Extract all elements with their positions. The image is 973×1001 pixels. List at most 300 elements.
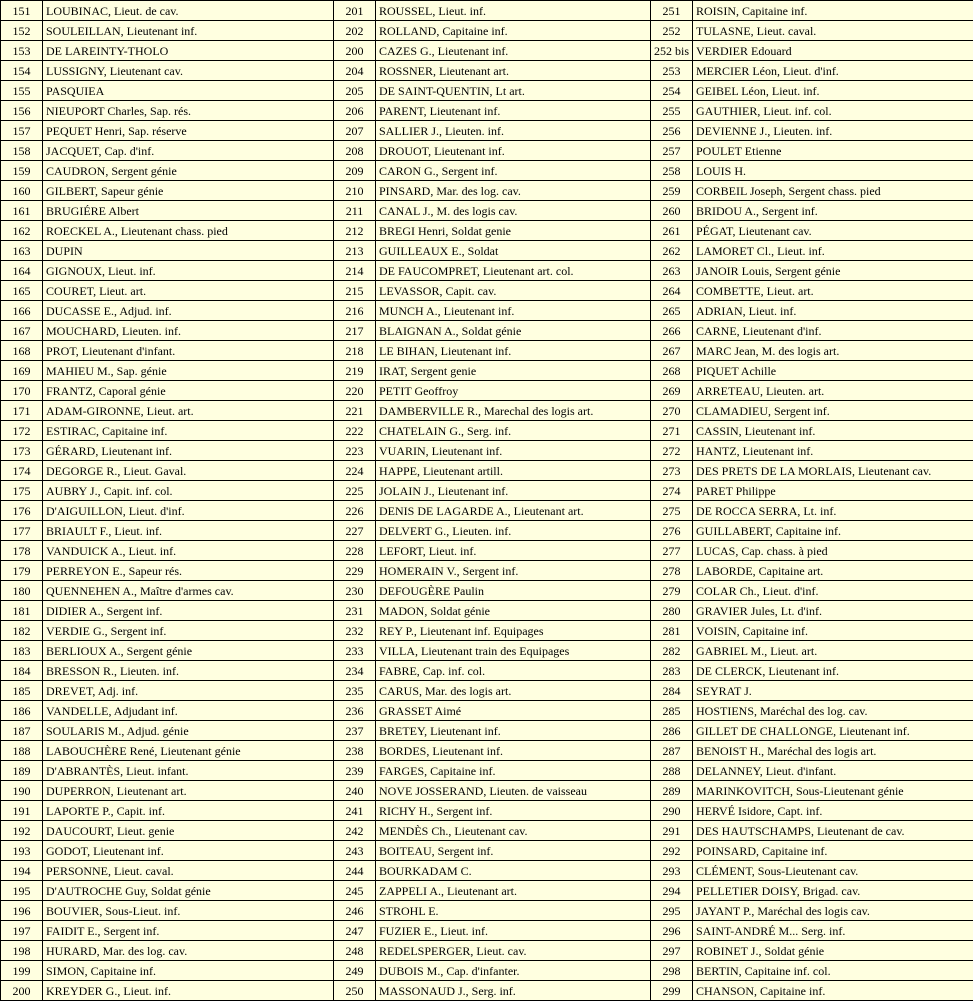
entry-number: 269 bbox=[651, 381, 693, 401]
entry-name: CHATELAIN G., Serg. inf. bbox=[376, 421, 651, 441]
entry-number: 160 bbox=[1, 181, 43, 201]
entry-number: 188 bbox=[1, 741, 43, 761]
entry-name: PÉGAT, Lieutenant cav. bbox=[693, 221, 973, 241]
entry-number: 267 bbox=[651, 341, 693, 361]
entry-number: 167 bbox=[1, 321, 43, 341]
entry-name: PARET Philippe bbox=[693, 481, 973, 501]
entry-number: 157 bbox=[1, 121, 43, 141]
entry-number: 264 bbox=[651, 281, 693, 301]
table-row bbox=[1, 321, 973, 341]
entry-number: 169 bbox=[1, 361, 43, 381]
entry-name: PETIT Geoffroy bbox=[376, 381, 651, 401]
entry-name: VANDELLE, Adjudant inf. bbox=[43, 701, 334, 721]
entry-number: 210 bbox=[334, 181, 376, 201]
entry-name: GILLET DE CHALLONGE, Lieutenant inf. bbox=[693, 721, 973, 741]
entry-name: DE ROCCA SERRA, Lt. inf. bbox=[693, 501, 973, 521]
table-row bbox=[1, 861, 973, 881]
entry-number: 278 bbox=[651, 561, 693, 581]
table-row bbox=[1, 281, 973, 301]
entry-name: VUARIN, Lieutenant inf. bbox=[376, 441, 651, 461]
entry-name: CARON G., Sergent inf. bbox=[376, 161, 651, 181]
entry-number: 154 bbox=[1, 61, 43, 81]
entry-number: 284 bbox=[651, 681, 693, 701]
entry-number: 191 bbox=[1, 801, 43, 821]
entry-number: 260 bbox=[651, 201, 693, 221]
table-row bbox=[1, 581, 973, 601]
table-row bbox=[1, 201, 973, 221]
entry-name: FAIDIT E., Sergent inf. bbox=[43, 921, 334, 941]
entry-number: 216 bbox=[334, 301, 376, 321]
entry-number: 222 bbox=[334, 421, 376, 441]
entry-name: MAHIEU M., Sap. génie bbox=[43, 361, 334, 381]
table-row bbox=[1, 181, 973, 201]
entry-name: CARUS, Mar. des logis art. bbox=[376, 681, 651, 701]
entry-name: COURET, Lieut. art. bbox=[43, 281, 334, 301]
table-row bbox=[1, 761, 973, 781]
entry-name: LE BIHAN, Lieutenant inf. bbox=[376, 341, 651, 361]
table-row bbox=[1, 381, 973, 401]
entry-number: 163 bbox=[1, 241, 43, 261]
entry-number: 165 bbox=[1, 281, 43, 301]
entry-number: 224 bbox=[334, 461, 376, 481]
entry-number: 228 bbox=[334, 541, 376, 561]
entry-name: GILBERT, Sapeur génie bbox=[43, 181, 334, 201]
entry-name: COLAR Ch., Lieut. d'inf. bbox=[693, 581, 973, 601]
entry-name: DELVERT G., Lieuten. inf. bbox=[376, 521, 651, 541]
entry-number: 282 bbox=[651, 641, 693, 661]
entry-number: 181 bbox=[1, 601, 43, 621]
table-row bbox=[1, 521, 973, 541]
entry-name: GUILLABERT, Capitaine inf. bbox=[693, 521, 973, 541]
entry-name: D'ABRANTÈS, Lieut. infant. bbox=[43, 761, 334, 781]
entry-name: DE SAINT-QUENTIN, Lt art. bbox=[376, 81, 651, 101]
entry-number: 257 bbox=[651, 141, 693, 161]
entry-number: 235 bbox=[334, 681, 376, 701]
entry-name: HERVÉ Isidore, Capt. inf. bbox=[693, 801, 973, 821]
entry-number: 273 bbox=[651, 461, 693, 481]
entry-number: 202 bbox=[334, 21, 376, 41]
entry-number: 281 bbox=[651, 621, 693, 641]
entry-number: 187 bbox=[1, 721, 43, 741]
table-row bbox=[1, 61, 973, 81]
entry-number: 212 bbox=[334, 221, 376, 241]
entry-name: MOUCHARD, Lieuten. inf. bbox=[43, 321, 334, 341]
entry-name: LEFORT, Lieut. inf. bbox=[376, 541, 651, 561]
entry-name: GÉRARD, Lieutenant inf. bbox=[43, 441, 334, 461]
entry-name: PERREYON E., Sapeur rés. bbox=[43, 561, 334, 581]
entry-number: 162 bbox=[1, 221, 43, 241]
entry-name: BORDES, Lieutenant inf. bbox=[376, 741, 651, 761]
entry-name: SOULARIS M., Adjud. génie bbox=[43, 721, 334, 741]
entry-number: 182 bbox=[1, 621, 43, 641]
entry-number: 274 bbox=[651, 481, 693, 501]
entry-number: 152 bbox=[1, 21, 43, 41]
table-row bbox=[1, 21, 973, 41]
entry-name: VERDIE G., Sergent inf. bbox=[43, 621, 334, 641]
entry-number: 221 bbox=[334, 401, 376, 421]
entry-number: 254 bbox=[651, 81, 693, 101]
entry-name: ADAM-GIRONNE, Lieut. art. bbox=[43, 401, 334, 421]
entry-name: FUZIER E., Lieut. inf. bbox=[376, 921, 651, 941]
table-row bbox=[1, 601, 973, 621]
entry-number: 287 bbox=[651, 741, 693, 761]
entry-name: CAZES G., Lieutenant inf. bbox=[376, 41, 651, 61]
table-row bbox=[1, 981, 973, 1001]
table-row bbox=[1, 461, 973, 481]
entry-name: DUBOIS M., Cap. d'infanter. bbox=[376, 961, 651, 981]
entry-name: MERCIER Léon, Lieut. d'inf. bbox=[693, 61, 973, 81]
entry-name: CLAMADIEU, Sergent inf. bbox=[693, 401, 973, 421]
entry-name: BERLIOUX A., Sergent génie bbox=[43, 641, 334, 661]
entry-number: 261 bbox=[651, 221, 693, 241]
entry-number: 213 bbox=[334, 241, 376, 261]
entry-number: 197 bbox=[1, 921, 43, 941]
entry-name: CORBEIL Joseph, Sergent chass. pied bbox=[693, 181, 973, 201]
entry-name: ROISIN, Capitaine inf. bbox=[693, 1, 973, 21]
entry-name: HANTZ, Lieutenant inf. bbox=[693, 441, 973, 461]
entry-name: VILLA, Lieutenant train des Equipages bbox=[376, 641, 651, 661]
entry-name: BOURKADAM C. bbox=[376, 861, 651, 881]
entry-number: 290 bbox=[651, 801, 693, 821]
entry-number: 161 bbox=[1, 201, 43, 221]
entry-number: 268 bbox=[651, 361, 693, 381]
entry-number: 214 bbox=[334, 261, 376, 281]
table-row bbox=[1, 481, 973, 501]
table-row bbox=[1, 141, 973, 161]
entry-number: 164 bbox=[1, 261, 43, 281]
entry-name: ROSSNER, Lieutenant art. bbox=[376, 61, 651, 81]
entry-name: DES HAUTSCHAMPS, Lieutenant de cav. bbox=[693, 821, 973, 841]
table-row bbox=[1, 501, 973, 521]
entry-name: HOSTIENS, Maréchal des log. cav. bbox=[693, 701, 973, 721]
entry-name: LOUIS H. bbox=[693, 161, 973, 181]
entry-number: 246 bbox=[334, 901, 376, 921]
entry-number: 249 bbox=[334, 961, 376, 981]
entry-number: 192 bbox=[1, 821, 43, 841]
entry-number: 237 bbox=[334, 721, 376, 741]
entry-name: PROT, Lieutenant d'infant. bbox=[43, 341, 334, 361]
entry-name: DIDIER A., Sergent inf. bbox=[43, 601, 334, 621]
entry-number: 236 bbox=[334, 701, 376, 721]
entry-name: GODOT, Lieutenant inf. bbox=[43, 841, 334, 861]
entry-number: 275 bbox=[651, 501, 693, 521]
table-row bbox=[1, 661, 973, 681]
entry-name: BRIDOU A., Sergent inf. bbox=[693, 201, 973, 221]
entry-number: 234 bbox=[334, 661, 376, 681]
entry-number: 293 bbox=[651, 861, 693, 881]
entry-number: 263 bbox=[651, 261, 693, 281]
entry-number: 231 bbox=[334, 601, 376, 621]
entry-name: LABOUCHÈRE René, Lieutenant génie bbox=[43, 741, 334, 761]
entry-name: RICHY H., Sergent inf. bbox=[376, 801, 651, 821]
entry-number: 295 bbox=[651, 901, 693, 921]
table-row bbox=[1, 401, 973, 421]
entry-name: PARENT, Lieutenant inf. bbox=[376, 101, 651, 121]
entry-number: 206 bbox=[334, 101, 376, 121]
table-row bbox=[1, 621, 973, 641]
entry-name: GEIBEL Léon, Lieut. inf. bbox=[693, 81, 973, 101]
entry-name: DAMBERVILLE R., Marechal des logis art. bbox=[376, 401, 651, 421]
entry-name: BOUVIER, Sous-Lieut. inf. bbox=[43, 901, 334, 921]
entry-name: BOITEAU, Sergent inf. bbox=[376, 841, 651, 861]
entry-name: LABORDE, Capitaine art. bbox=[693, 561, 973, 581]
entry-number: 294 bbox=[651, 881, 693, 901]
entry-number: 252 bis bbox=[651, 41, 693, 61]
entry-name: PINSARD, Mar. des log. cav. bbox=[376, 181, 651, 201]
entry-number: 271 bbox=[651, 421, 693, 441]
entry-name: VANDUICK A., Lieut. inf. bbox=[43, 541, 334, 561]
entry-number: 239 bbox=[334, 761, 376, 781]
entry-number: 194 bbox=[1, 861, 43, 881]
entry-number: 230 bbox=[334, 581, 376, 601]
entry-number: 265 bbox=[651, 301, 693, 321]
entry-number: 156 bbox=[1, 101, 43, 121]
entry-name: SIMON, Capitaine inf. bbox=[43, 961, 334, 981]
entry-number: 184 bbox=[1, 661, 43, 681]
entry-number: 196 bbox=[1, 901, 43, 921]
entry-name: DUCASSE E., Adjud. inf. bbox=[43, 301, 334, 321]
entry-name: DEFOUGÈRE Paulin bbox=[376, 581, 651, 601]
entry-name: D'AUTROCHE Guy, Soldat génie bbox=[43, 881, 334, 901]
entry-name: ZAPPELI A., Lieutenant art. bbox=[376, 881, 651, 901]
entry-number: 270 bbox=[651, 401, 693, 421]
entry-name: ROBINET J., Soldat génie bbox=[693, 941, 973, 961]
entry-number: 272 bbox=[651, 441, 693, 461]
table-row bbox=[1, 561, 973, 581]
table-row bbox=[1, 961, 973, 981]
entry-name: JANOIR Louis, Sergent génie bbox=[693, 261, 973, 281]
entry-name: BREGI Henri, Soldat genie bbox=[376, 221, 651, 241]
entry-number: 190 bbox=[1, 781, 43, 801]
entry-name: LAMORET Cl., Lieut. inf. bbox=[693, 241, 973, 261]
entry-number: 171 bbox=[1, 401, 43, 421]
entry-number: 276 bbox=[651, 521, 693, 541]
entry-name: LOUBINAC, Lieut. de cav. bbox=[43, 1, 334, 21]
entry-name: D'AIGUILLON, Lieut. d'inf. bbox=[43, 501, 334, 521]
entry-name: DE CLERCK, Lieutenant inf. bbox=[693, 661, 973, 681]
table-row bbox=[1, 241, 973, 261]
entry-number: 193 bbox=[1, 841, 43, 861]
entry-name: DROUOT, Lieutenant inf. bbox=[376, 141, 651, 161]
entry-name: ARRETEAU, Lieuten. art. bbox=[693, 381, 973, 401]
table-row bbox=[1, 941, 973, 961]
entry-name: COMBETTE, Lieut. art. bbox=[693, 281, 973, 301]
table-row bbox=[1, 161, 973, 181]
entry-name: LUSSIGNY, Lieutenant cav. bbox=[43, 61, 334, 81]
entry-name: JAYANT P., Maréchal des logis cav. bbox=[693, 901, 973, 921]
table-row bbox=[1, 901, 973, 921]
entry-number: 153 bbox=[1, 41, 43, 61]
entry-name: SALLIER J., Lieuten. inf. bbox=[376, 121, 651, 141]
entry-number: 179 bbox=[1, 561, 43, 581]
entry-name: QUENNEHEN A., Maître d'armes cav. bbox=[43, 581, 334, 601]
entry-number: 205 bbox=[334, 81, 376, 101]
entry-number: 255 bbox=[651, 101, 693, 121]
table-row bbox=[1, 41, 973, 61]
entry-name: TULASNE, Lieut. caval. bbox=[693, 21, 973, 41]
entry-name: FRANTZ, Caporal génie bbox=[43, 381, 334, 401]
table-row bbox=[1, 441, 973, 461]
entry-name: BLAIGNAN A., Soldat génie bbox=[376, 321, 651, 341]
entry-number: 252 bbox=[651, 21, 693, 41]
entry-number: 223 bbox=[334, 441, 376, 461]
entry-name: DES PRETS DE LA MORLAIS, Lieutenant cav. bbox=[693, 461, 973, 481]
table-row bbox=[1, 641, 973, 661]
entry-number: 195 bbox=[1, 881, 43, 901]
entry-name: PIQUET Achille bbox=[693, 361, 973, 381]
table-row bbox=[1, 361, 973, 381]
entry-name: JACQUET, Cap. d'inf. bbox=[43, 141, 334, 161]
entry-name: SAINT-ANDRÉ M... Serg. inf. bbox=[693, 921, 973, 941]
entry-name: GRASSET Aimé bbox=[376, 701, 651, 721]
entry-name: REY P., Lieutenant inf. Equipages bbox=[376, 621, 651, 641]
entry-number: 170 bbox=[1, 381, 43, 401]
entry-name: DELANNEY, Lieut. d'infant. bbox=[693, 761, 973, 781]
table-row bbox=[1, 221, 973, 241]
entry-number: 159 bbox=[1, 161, 43, 181]
entry-number: 253 bbox=[651, 61, 693, 81]
entry-number: 244 bbox=[334, 861, 376, 881]
entry-name: LUCAS, Cap. chass. à pied bbox=[693, 541, 973, 561]
entry-name: PEQUET Henri, Sap. réserve bbox=[43, 121, 334, 141]
entry-number: 201 bbox=[334, 1, 376, 21]
entry-name: POINSARD, Capitaine inf. bbox=[693, 841, 973, 861]
entry-number: 258 bbox=[651, 161, 693, 181]
entry-number: 250 bbox=[334, 981, 376, 1001]
entry-name: STROHL E. bbox=[376, 901, 651, 921]
entry-number: 226 bbox=[334, 501, 376, 521]
table-row bbox=[1, 921, 973, 941]
table-row bbox=[1, 801, 973, 821]
entry-name: CASSIN, Lieutenant inf. bbox=[693, 421, 973, 441]
entry-number: 233 bbox=[334, 641, 376, 661]
entry-name: VERDIER Edouard bbox=[693, 41, 973, 61]
roster-body bbox=[1, 1, 973, 1001]
table-row bbox=[1, 881, 973, 901]
table-row bbox=[1, 121, 973, 141]
entry-number: 241 bbox=[334, 801, 376, 821]
entry-number: 180 bbox=[1, 581, 43, 601]
entry-name: BRESSON R., Lieuten. inf. bbox=[43, 661, 334, 681]
entry-name: DUPERRON, Lieutenant art. bbox=[43, 781, 334, 801]
table-row bbox=[1, 721, 973, 741]
entry-name: DUPIN bbox=[43, 241, 334, 261]
entry-number: 296 bbox=[651, 921, 693, 941]
entry-name: DENIS DE LAGARDE A., Lieutenant art. bbox=[376, 501, 651, 521]
entry-name: ADRIAN, Lieut. inf. bbox=[693, 301, 973, 321]
entry-number: 291 bbox=[651, 821, 693, 841]
table-row bbox=[1, 821, 973, 841]
entry-name: LAPORTE P., Capit. inf. bbox=[43, 801, 334, 821]
table-row bbox=[1, 741, 973, 761]
table-row bbox=[1, 261, 973, 281]
entry-number: 240 bbox=[334, 781, 376, 801]
entry-number: 242 bbox=[334, 821, 376, 841]
entry-name: PELLETIER DOISY, Brigad. cav. bbox=[693, 881, 973, 901]
entry-number: 211 bbox=[334, 201, 376, 221]
entry-number: 285 bbox=[651, 701, 693, 721]
table-row bbox=[1, 1, 973, 21]
entry-name: HURARD, Mar. des log. cav. bbox=[43, 941, 334, 961]
entry-name: GUILLEAUX E., Soldat bbox=[376, 241, 651, 261]
entry-number: 262 bbox=[651, 241, 693, 261]
entry-name: CAUDRON, Sergent génie bbox=[43, 161, 334, 181]
entry-number: 189 bbox=[1, 761, 43, 781]
entry-number: 288 bbox=[651, 761, 693, 781]
entry-name: ROLLAND, Capitaine inf. bbox=[376, 21, 651, 41]
entry-name: PASQUIEA bbox=[43, 81, 334, 101]
entry-name: FABRE, Cap. inf. col. bbox=[376, 661, 651, 681]
entry-number: 217 bbox=[334, 321, 376, 341]
entry-number: 298 bbox=[651, 961, 693, 981]
entry-name: MARINKOVITCH, Sous-Lieutenant génie bbox=[693, 781, 973, 801]
entry-number: 256 bbox=[651, 121, 693, 141]
entry-number: 227 bbox=[334, 521, 376, 541]
entry-number: 172 bbox=[1, 421, 43, 441]
table-row bbox=[1, 541, 973, 561]
entry-number: 279 bbox=[651, 581, 693, 601]
entry-name: MENDÈS Ch., Lieutenant cav. bbox=[376, 821, 651, 841]
entry-name: PERSONNE, Lieut. caval. bbox=[43, 861, 334, 881]
entry-name: BRETEY, Lieutenant inf. bbox=[376, 721, 651, 741]
entry-name: BRIAULT F., Lieut. inf. bbox=[43, 521, 334, 541]
table-row bbox=[1, 781, 973, 801]
entry-name: BENOIST H., Maréchal des logis art. bbox=[693, 741, 973, 761]
entry-name: MUNCH A., Lieutenant inf. bbox=[376, 301, 651, 321]
entry-number: 248 bbox=[334, 941, 376, 961]
entry-number: 243 bbox=[334, 841, 376, 861]
table-row bbox=[1, 681, 973, 701]
entry-name: LEVASSOR, Capit. cav. bbox=[376, 281, 651, 301]
entry-number: 259 bbox=[651, 181, 693, 201]
entry-name: VOISIN, Capitaine inf. bbox=[693, 621, 973, 641]
entry-name: REDELSPERGER, Lieut. cav. bbox=[376, 941, 651, 961]
entry-number: 199 bbox=[1, 961, 43, 981]
entry-name: DE LAREINTY-THOLO bbox=[43, 41, 334, 61]
entry-name: ESTIRAC, Capitaine inf. bbox=[43, 421, 334, 441]
entry-number: 183 bbox=[1, 641, 43, 661]
entry-number: 238 bbox=[334, 741, 376, 761]
entry-name: NOVE JOSSERAND, Lieuten. de vaisseau bbox=[376, 781, 651, 801]
entry-name: BERTIN, Capitaine inf. col. bbox=[693, 961, 973, 981]
entry-name: IRAT, Sergent genie bbox=[376, 361, 651, 381]
entry-number: 220 bbox=[334, 381, 376, 401]
entry-name: GAUTHIER, Lieut. inf. col. bbox=[693, 101, 973, 121]
entry-number: 209 bbox=[334, 161, 376, 181]
table-row bbox=[1, 841, 973, 861]
entry-number: 266 bbox=[651, 321, 693, 341]
entry-number: 200 bbox=[334, 41, 376, 61]
entry-number: 292 bbox=[651, 841, 693, 861]
entry-number: 207 bbox=[334, 121, 376, 141]
entry-number: 297 bbox=[651, 941, 693, 961]
entry-name: ROUSSEL, Lieut. inf. bbox=[376, 1, 651, 21]
entry-number: 185 bbox=[1, 681, 43, 701]
entry-number: 286 bbox=[651, 721, 693, 741]
table-row bbox=[1, 301, 973, 321]
entry-number: 155 bbox=[1, 81, 43, 101]
table-row bbox=[1, 701, 973, 721]
entry-number: 200 bbox=[1, 981, 43, 1001]
entry-number: 247 bbox=[334, 921, 376, 941]
entry-name: CANAL J., M. des logis cav. bbox=[376, 201, 651, 221]
entry-name: DEGORGE R., Lieut. Gaval. bbox=[43, 461, 334, 481]
entry-name: KREYDER G., Lieut. inf. bbox=[43, 981, 334, 1001]
entry-number: 176 bbox=[1, 501, 43, 521]
entry-name: SOULEILLAN, Lieutenant inf. bbox=[43, 21, 334, 41]
entry-number: 280 bbox=[651, 601, 693, 621]
entry-number: 299 bbox=[651, 981, 693, 1001]
